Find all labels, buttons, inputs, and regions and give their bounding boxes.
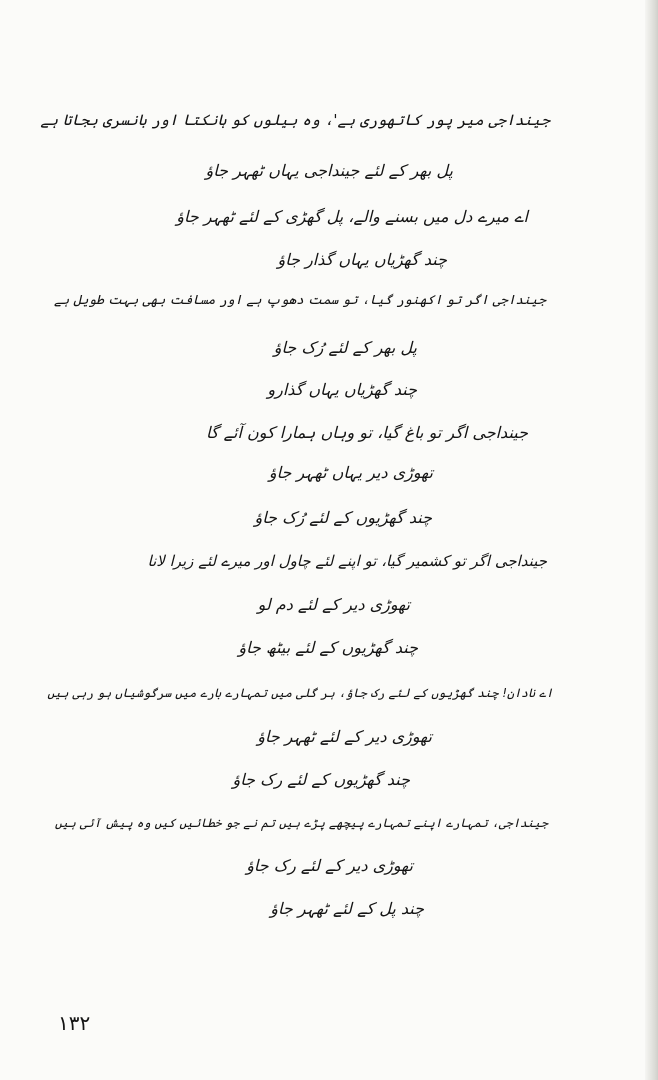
poem-line-6: پل بھر کے لئے رُک جاؤ	[273, 338, 417, 357]
poem-line-9: تھوڑی دیر یہاں ٹھہر جاؤ	[268, 463, 433, 482]
poem-line-17: جینداجی، تمہارے اپنے تمہارے پیچھے پڑے ہیں تم نے جو خطائیں کیں وہ پیش آئی ہیں	[54, 816, 548, 830]
poem-line-8: جینداجی اگر تو باغ گیا، تو وہاں ہمارا کون آئے گا	[206, 423, 528, 442]
poem-line-16: چند گھڑیوں کے لئے رک جاؤ	[232, 770, 410, 789]
poem-line-12: تھوڑی دیر کے لئے دم لو	[257, 595, 410, 614]
poem-line-7: چند گھڑیاں یہاں گذارو	[267, 380, 417, 399]
page-number: ۱۳۲	[58, 1011, 91, 1035]
poem-line-19: چند پل کے لئے ٹھہر جاؤ	[270, 899, 424, 918]
poem-line-3: اے میرے دل میں بسنے والے، پل گھڑی کے لئے ٹھہر جاؤ	[176, 207, 528, 226]
binding-shadow	[645, 0, 658, 1080]
poem-line-13: چند گھڑیوں کے لئے بیٹھ جاؤ	[238, 638, 418, 657]
poem-line-11: جینداجی اگر تو کشمیر گیا، تو اپنے لئے چاول اور میرے لئے زیرا لانا	[147, 552, 547, 570]
poem-line-18: تھوڑی دیر کے لئے رک جاؤ	[246, 856, 413, 875]
poem-line-5: جینداجی اگر تو اکھنور گیا، تو سمت دھوپ ہے اور مسافت بھی بہت طویل ہے	[53, 293, 546, 308]
poem-line-10: چند گھڑیوں کے لئے رُک جاؤ	[254, 508, 432, 527]
poem-line-4: چند گھڑیاں یہاں گذار جاؤ	[277, 250, 447, 269]
poem-line-15: تھوڑی دیر کے لئے ٹھہر جاؤ	[257, 727, 432, 746]
poem-line-1: جینداجی میر پور کاتھوری ہے'، وہ بیلوں کو ہانکتا اور بانسری بجاتا ہے	[40, 111, 550, 129]
poem-line-2: پل بھر کے لئے جینداجی یہاں ٹھہر جاؤ	[205, 161, 453, 180]
poem-line-14: اے نادان! چند گھڑیوں کے لئے رک جاؤ، ہر گلی میں تمہارے بارے میں سرگوشیاں ہو رہی ہیں	[47, 686, 553, 700]
